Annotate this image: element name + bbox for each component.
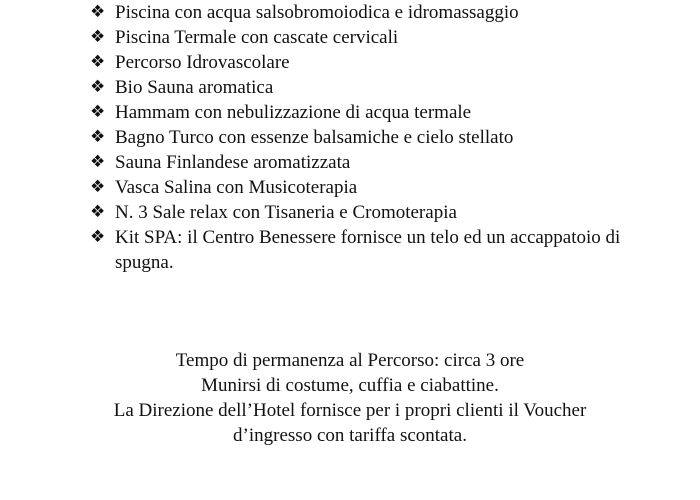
- list-item: [90, 100, 670, 125]
- diamond-quad-bullet-icon: ❖: [90, 127, 106, 147]
- list-item-text: N. 3 Sale relax con Tisaneria e Cromoterapia: [115, 202, 457, 223]
- list-item-text: Sauna Finlandese aromatizzata: [115, 152, 351, 173]
- diamond-quad-bullet-icon: ❖: [90, 177, 106, 197]
- list-item: [90, 0, 670, 25]
- duration-text: Tempo di permanenza al Percorso: circa 3 ore: [175, 350, 525, 371]
- list-item-text: Bagno Turco con essenze balsamiche e cielo stellato: [115, 127, 514, 148]
- list-item-text: Kit SPA: il Centro Benessere fornisce un telo ed un accappatoio di spugna.: [115, 227, 621, 273]
- list-item-text: Piscina con acqua salsobromoiodica e idromassaggio: [115, 2, 519, 23]
- diamond-quad-bullet-icon: ❖: [90, 202, 106, 222]
- diamond-quad-bullet-icon: ❖: [90, 102, 106, 122]
- diamond-quad-bullet-icon: ❖: [90, 52, 106, 72]
- diamond-quad-bullet-icon: ❖: [90, 227, 106, 247]
- list-item: [90, 125, 670, 150]
- equipment-text: Munirsi di costume, cuffia e ciabattine.: [201, 375, 499, 396]
- list-item-text: Vasca Salina con Musicoterapia: [115, 177, 358, 198]
- list-item: [90, 150, 670, 175]
- list-item-text: Bio Sauna aromatica: [115, 77, 274, 98]
- amenities-list: [90, 0, 670, 275]
- visit-info: [0, 348, 700, 448]
- list-item: [90, 200, 670, 225]
- list-item-text: Percorso Idrovascolare: [115, 52, 290, 73]
- voucher-text-line1: La Direzione dell’Hotel fornisce per i propri clienti il Voucher: [113, 400, 587, 421]
- list-item: [90, 25, 670, 50]
- list-item-text: Hammam con nebulizzazione di acqua termale: [115, 102, 472, 123]
- list-item: [90, 225, 670, 275]
- diamond-quad-bullet-icon: ❖: [90, 77, 106, 97]
- list-item: [90, 175, 670, 200]
- list-item-text: Piscina Termale con cascate cervicali: [115, 27, 399, 48]
- diamond-quad-bullet-icon: ❖: [90, 152, 106, 172]
- diamond-quad-bullet-icon: ❖: [90, 2, 106, 22]
- list-item: [90, 50, 670, 75]
- voucher-text-line2: d’ingresso con tariffa scontata.: [233, 425, 467, 446]
- list-item: [90, 75, 670, 100]
- diamond-quad-bullet-icon: ❖: [90, 27, 106, 47]
